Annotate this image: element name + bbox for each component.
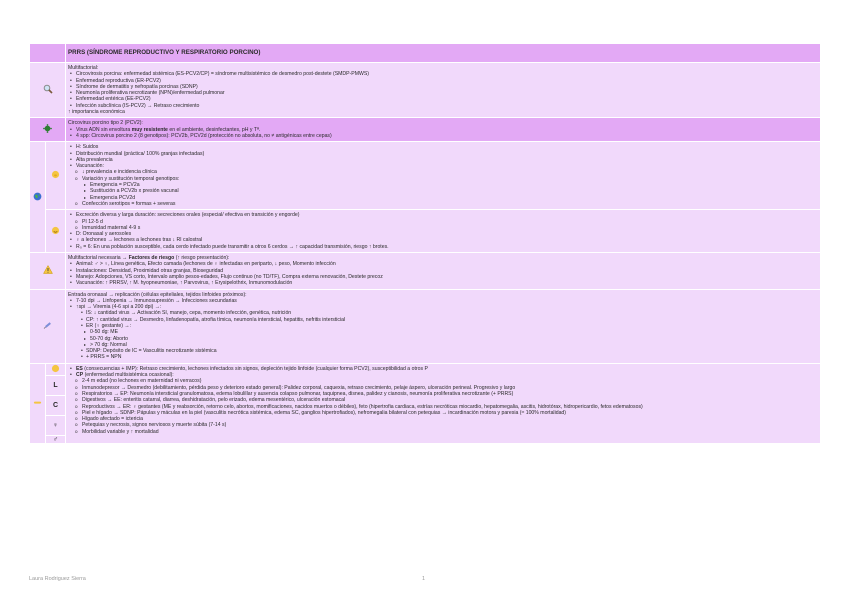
list-item: ▸ 0-50 dg: ME: [68, 329, 818, 335]
list-item: • 7-10 dpi → Linfopenia → Inmunosupresión → Infecciones secundarias: [68, 298, 818, 304]
section-multifactorial: [66, 63, 821, 118]
list-item: o Piel e hígado → SDNP: Pápulas y máculas en la piel (vasculitis necrótica sistémica, edema SC, ganglios hipertrofiados), nefromegalia bilateral con petequias → incardinación motora y paresia (≈ 100% mortalidad): [68, 410, 818, 416]
list-item: • Excreción diversa y larga duración: secreciones orales (especial/ efectiva en transición y engorde): [68, 212, 818, 218]
list-item: • H: Suidos: [68, 144, 818, 150]
list-item: • Enfermedad reproductiva (ER-PCV2): [68, 78, 818, 84]
section-agent: [66, 118, 821, 142]
list-item: • Alta prevalencia: [68, 157, 818, 163]
magnifier-icon: [43, 84, 53, 94]
sec6-sublist-2: [68, 348, 818, 361]
list-item: o 2-4 m edad (no lechones en maternidad ni verracos): [68, 378, 818, 384]
list-item: • Síndrome de dermatitis y nefropatía porcinas (SDNP): [68, 84, 818, 90]
syringe-icon: [43, 320, 53, 330]
list-item: • D: Oronasal y aerosoles: [68, 231, 818, 237]
label-hembras: ♀: [46, 415, 66, 435]
title-left-cell: [30, 44, 66, 63]
list-item: • R₀ = 6: En una población susceptible, cada cerdo infectado puede transmitir a otros 6 cerdos → ↑ capacidad transmisión, riesgo ↑ brotes.: [68, 244, 818, 250]
list-item: • IS: ↓ cantidad virus → Activación SI, manejo, cepa, momento infección, genética, nutrición: [68, 310, 818, 316]
section-epidemiology: [66, 142, 821, 210]
magnifier-icon-cell: [30, 63, 66, 118]
list-item: • Distribución mundial (práctica/ 100% granjas infectadas): [68, 151, 818, 157]
list-item: ▸ Emergencia = PCV2a: [68, 182, 818, 188]
section-risk-factors: [66, 253, 821, 289]
sec4-list-2: [68, 231, 818, 250]
list-item: ▸ 50-70 dg: Aborto: [68, 336, 818, 342]
face-icon-cell: [46, 363, 66, 375]
sec5-list: [68, 261, 818, 286]
table-title: PRRS (SÍNDROME REPRODUCTIVO Y RESPIRATORIO PORCINO): [66, 44, 821, 63]
list-item: • Animal: ♂ > ♀, Línea genética, Efecto camada (lechones de ♀ infectadas en periparto, ↓ peso, Momento infección: [68, 261, 818, 267]
list-item: • Virus ADN sin envoltura muy resistente en el ambiente, desinfectantes, pH y Tª.: [68, 127, 818, 133]
footer-author: Laura Rodriguez Sierra: [29, 576, 86, 582]
list-item: o Reproductivos → ER: ♀ gestantes (ME y reabsorción, retorno celo, abortos, momificaciones, nacidos muertos o débiles), feto (hipertrofia cardiaca, estrías necróticas miocardio, hepatomegalia, ascitis, hidrotórax, hidropericardio, fetos edematosos): [68, 404, 818, 410]
list-item: ▸ > 70 dg: Normal: [68, 342, 818, 348]
face-icon: [51, 364, 60, 373]
pig-face-icon: [51, 170, 60, 179]
section-transmission: [66, 210, 821, 253]
sec7-sublist: [68, 378, 818, 435]
sec1-intro: Multifactorial:: [68, 65, 99, 71]
section-pathogenesis: [66, 289, 821, 363]
list-item: • ER (♀ gestante) →:: [68, 323, 818, 329]
clinical-icon-cell: [30, 363, 46, 443]
list-item: • Instalaciones: Densidad, Proximidad otras granjas, Bioseguridad: [68, 268, 818, 274]
summary-table: [29, 43, 821, 444]
sec2-list: [68, 127, 818, 140]
sec3-sublist: [68, 169, 818, 182]
sec3-subsublist: [68, 182, 818, 201]
mouth-icon-cell: [46, 210, 66, 253]
list-item: o Morbilidad variable y ↑ mortalidad: [68, 429, 818, 435]
sec6-list: [68, 298, 818, 311]
pathogenesis-icon-cell: [30, 289, 66, 363]
list-item: o Inmunidad maternal 4-9 s: [68, 225, 818, 231]
list-item: o Confección serotipos = formas + severas: [68, 201, 818, 207]
list-item: • SDNP: Depósito de IC = Vasculitis necrotizante sistémica: [68, 348, 818, 354]
list-item: • 4 spp: Circovirus porcino 2 (8 genotipos): PCV2b, PCV2d (protección no absoluta, no ≠ antigénicas entre cepas): [68, 133, 818, 139]
list-item: o Inmunodepresor → Desmedro (debilitamiento, pérdida peso y deterioro estado general): Palidez corporal, caquexia, retraso crecimiento, pelaje áspero, ulceración perineal. Progresivo y largo: [68, 385, 818, 391]
pig-icon-cell: [46, 142, 66, 210]
list-item: • Neumonía proliferativa necrotizante (NPN)/enfermedad pulmonar: [68, 90, 818, 96]
thermometer-icon: [33, 398, 42, 407]
sec6-intro: Entrada oronasal → replicación (células epiteliales, tejidos linfoides próximos):: [68, 291, 247, 298]
list-item: • Circovirosis porcina: enfermedad sistémica (ES-PCV2/CP) = síndrome multisistémico de desmedro post-destete (SMDP-PMWS): [68, 71, 818, 77]
smiley-icon: [51, 226, 60, 235]
sec3-sublist-end: [68, 201, 818, 207]
list-item: • ↑spi → Viremia (4-6 spi a 200 dpi) →:: [68, 304, 818, 310]
list-item: • Infección subclínica (IS-PCV2) → Retraso crecimiento: [68, 103, 818, 109]
list-item: • + PRRS = NPN: [68, 354, 818, 360]
list-item: ▸ Emergencia PCV2d: [68, 195, 818, 201]
list-item: o Variación y sustitución temporal genotipos:: [68, 176, 818, 182]
list-item: • CP (enfermedad multisistémica ocasional):: [68, 372, 818, 378]
list-item: o ↓ prevalencia e incidencia clínica: [68, 169, 818, 175]
label-machos: ♂: [46, 435, 66, 443]
list-item: • Enfermedad entérica (EE-PCV2): [68, 96, 818, 102]
list-item: o Hígado afectado = ictericia: [68, 416, 818, 422]
list-item: ▸ Sustitución a PCV2b x presión vacunal: [68, 188, 818, 194]
warning-icon: [43, 265, 53, 274]
list-item: o PI 12-5 d: [68, 219, 818, 225]
list-item: • Vacunación:: [68, 163, 818, 169]
list-item: • ♀ a lechones → lechones a lechones tras ↓ RI calostral: [68, 237, 818, 243]
page: [29, 43, 820, 444]
list-item: o Digestivos → EE: enteritis catarral, diarrea, deshidratación, pelo erizado, edema mesentérico, ulceración estomacal: [68, 397, 818, 403]
sec3-list: [68, 144, 818, 169]
label-cebo: C: [46, 395, 66, 415]
footer-page-number: 1: [422, 576, 426, 582]
virus-icon: [43, 124, 52, 133]
sec2-intro: Circovirus porcino tipo 2 (PCV2):: [68, 120, 143, 127]
label-lechones: L: [46, 375, 66, 395]
sec1-list: [68, 71, 818, 109]
globe-icon: [33, 192, 42, 201]
globe-icon-cell: [30, 142, 46, 253]
list-item: • Vacunación: ↑ PRRSV, ↑ M. hyopneumoniae, ↑ Parvovirus, ↑ Erysipelothrix, Inmunomodulación: [68, 280, 818, 286]
section-clinical: [66, 363, 821, 443]
sec7-list: [68, 366, 818, 379]
sec4-sublist: [68, 219, 818, 232]
virus-icon-cell: [30, 118, 66, 142]
list-item: • Manejo: Adopciones, VS corto, Intervalo amplio pesos-edades, Flujo continuo (no TD/TF), Compra externa renovación, Destete precoz: [68, 274, 818, 280]
warning-icon-cell: [30, 253, 66, 289]
sec6-sublist: [68, 310, 818, 329]
list-item: o Respiratorios → EP: Neumonía intersticial granulomatosa, edema lobulillar y ausencia colapso pulmonar, taquipnea, disnea, palidez y cianosis, neumonía proliferativa necrotizante (+ PRRS): [68, 391, 818, 397]
sec1-outro: ↑ importancia económica: [68, 109, 125, 116]
list-item: • CP: ↑ cantidad virus → Desmedro, linfadenopatía, atrofia tímica, neumonía intersticial, hepatitis, nefritis intersticial: [68, 317, 818, 323]
list-item: • ES (consecuencias + IMP): Retraso crecimiento, lechones infectados sin signos, depleción tejido linfoide (cualquier forma PCV2), susceptibilidad a otros P: [68, 366, 818, 372]
sec5-intro: Multifactorial necesaria → Factores de riesgo (↑ riesgo presentación):: [68, 255, 230, 262]
sec6-er-list: [68, 329, 818, 348]
list-item: o Petequias y necrosis, signos nerviosos y muerte súbita (7-14 s): [68, 422, 818, 428]
